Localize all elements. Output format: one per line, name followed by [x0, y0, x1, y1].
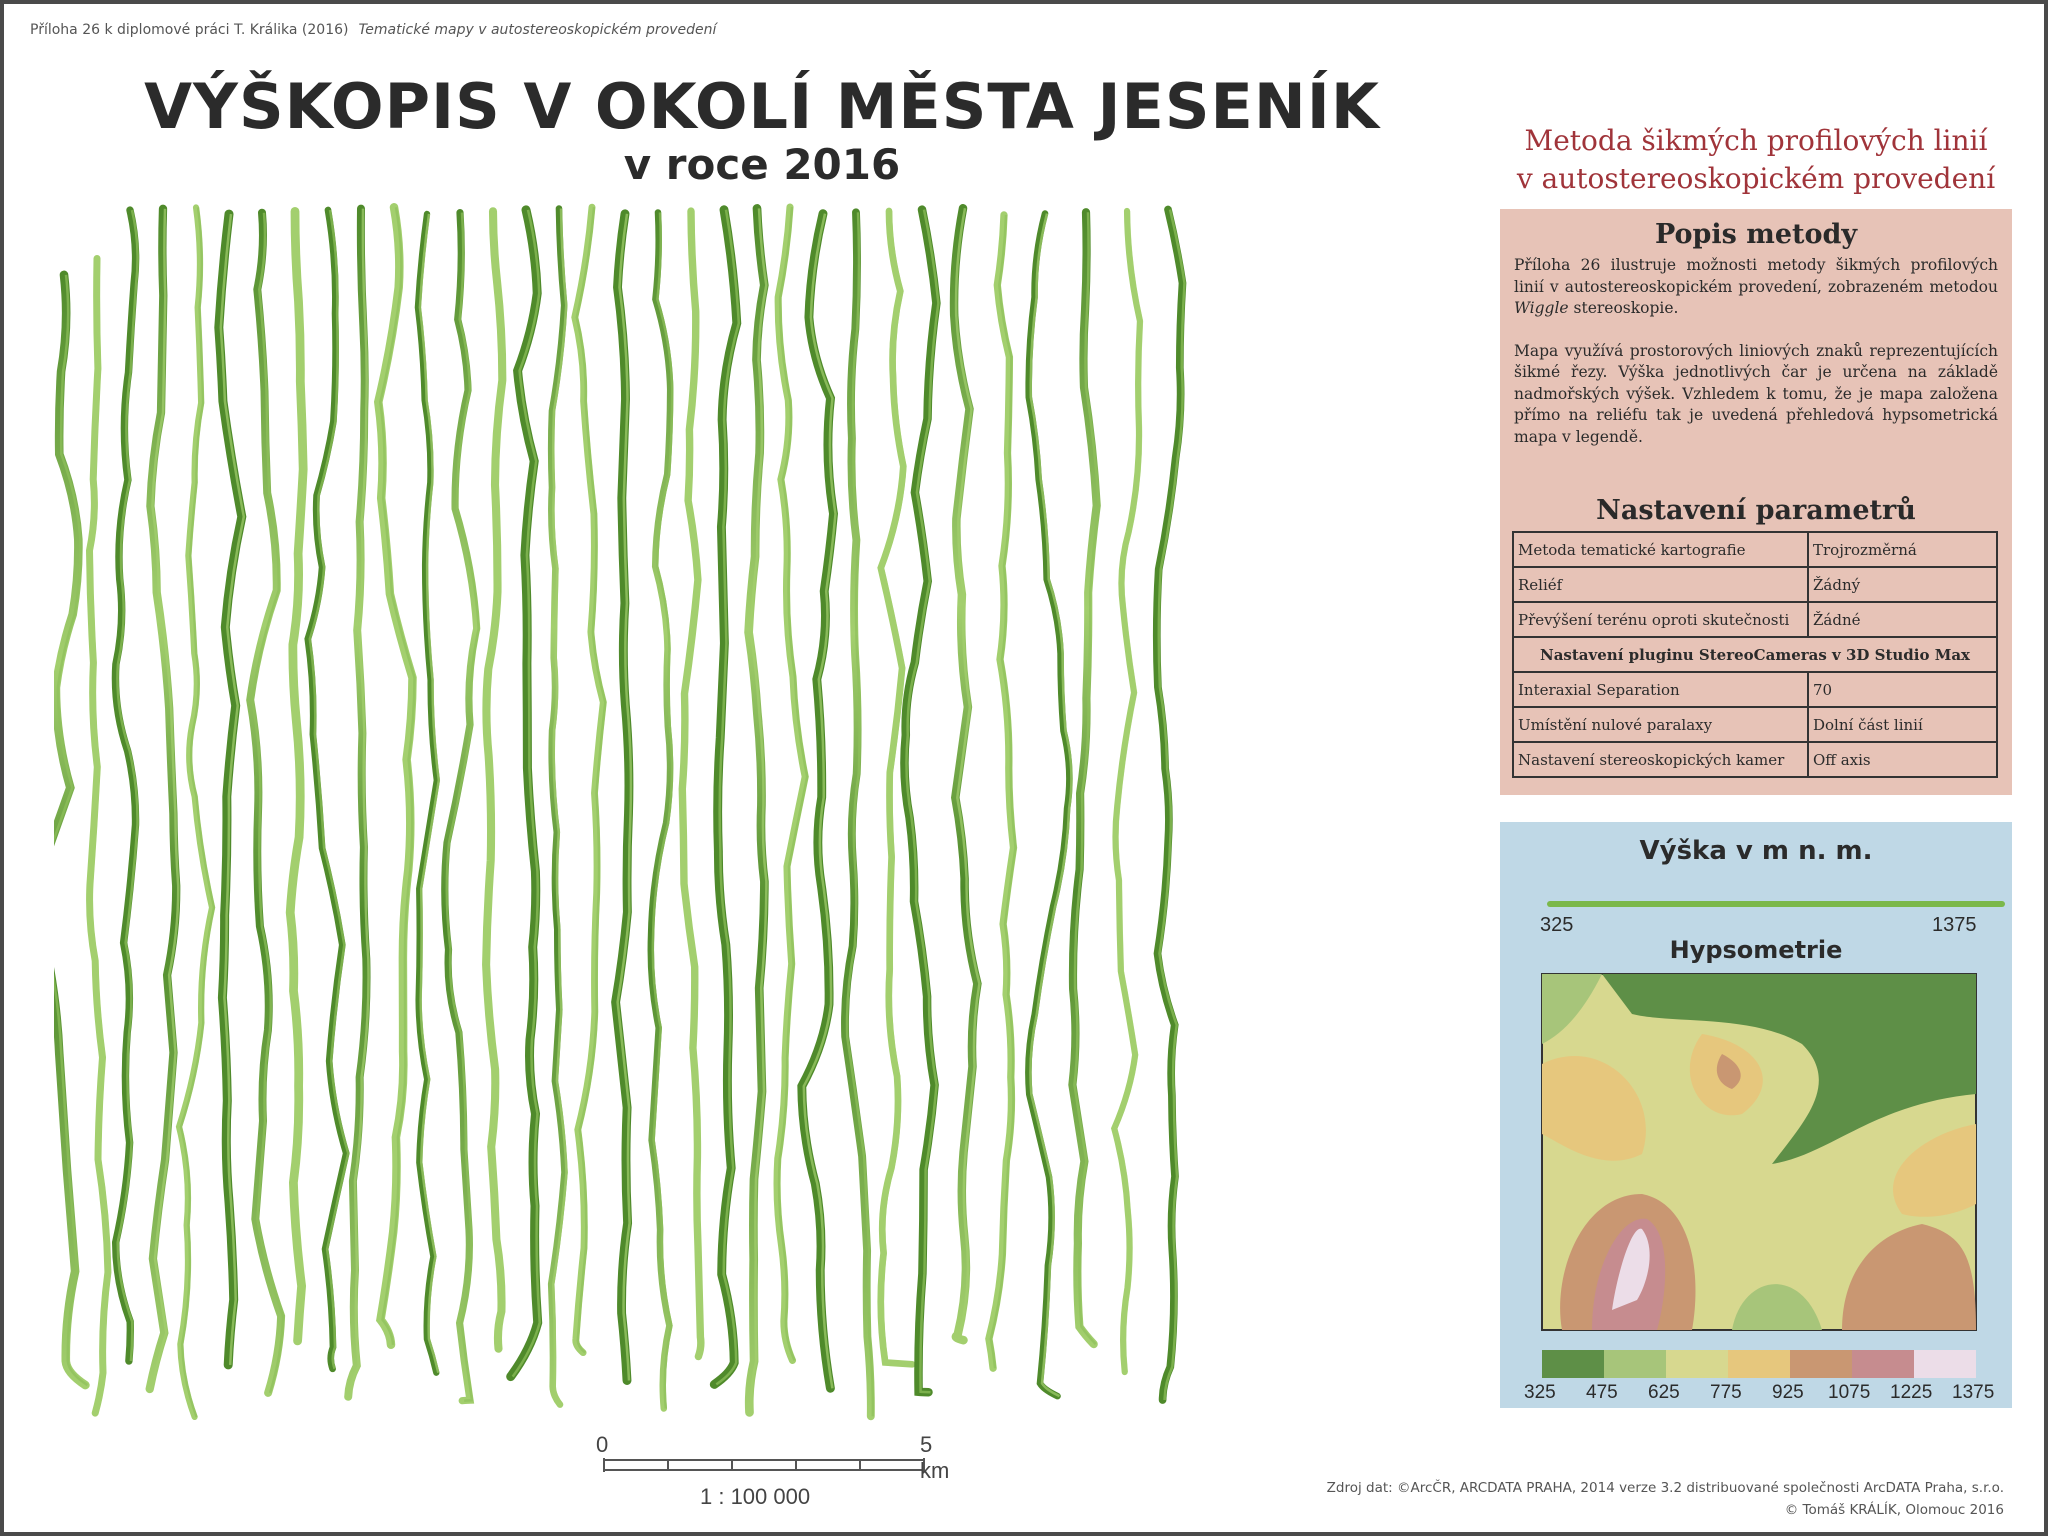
- profile-line: [115, 210, 135, 1361]
- param-label: Metoda tematické kartografie: [1513, 532, 1808, 567]
- table-row: [1513, 602, 1997, 637]
- param-label: Interaxial Separation: [1513, 672, 1808, 707]
- parameters-table: [1512, 531, 1998, 778]
- profile-line: [378, 207, 412, 1344]
- class-label: 775: [1710, 1382, 1742, 1403]
- param-value: Žádný: [1808, 567, 1997, 602]
- hypsometry-class-swatch: [1542, 1350, 1604, 1378]
- appendix-topic: Tematické mapy v autostereoskopickém provedení: [358, 22, 717, 38]
- class-label: 325: [1524, 1382, 1556, 1403]
- data-source: Zdroj dat: ©ArcČR, ARCDATA PRAHA, 2014 verze 3.2 distribuované společnosti ArcDATA Praha, s.r.o.: [1326, 1480, 2004, 1496]
- popis-paragraph-2: Mapa využívá prostorových liniových znaků reprezentujících šikmé řezy. Výška jednotlivých čar je určena na základě nadmořských výšek. Vzhledem k tomu, že je mapa založena přímo na reliéfu tak je uvedená přehledová hypsometrická mapa v legendě.: [1514, 341, 1998, 446]
- legend-graphics: [1500, 822, 2012, 1408]
- method-title-line1: Metoda šikmých profilových linií: [1524, 124, 1988, 157]
- table-row: [1513, 742, 1997, 777]
- param-value: Trojrozměrná: [1808, 532, 1997, 567]
- table-row: [1513, 532, 1997, 567]
- popis-para1-a: Příloha 26 ilustruje možnosti metody šikmých profilových linií v autostereoskopickém provedení, zobrazeném metodou: [1514, 256, 1998, 296]
- hypsometry-class-swatch: [1604, 1350, 1666, 1378]
- map-sheet: [4, 4, 2044, 1532]
- author-credit: © Tomáš KRÁLÍK, Olomouc 2016: [1784, 1502, 2004, 1518]
- legend-line-min: 325: [1540, 914, 1574, 936]
- legend-line-max: 1375: [1932, 914, 1977, 936]
- parameters-heading: Nastavení parametrů: [1596, 495, 1916, 526]
- table-row: [1513, 637, 1997, 672]
- profile-line-highlight: [1074, 212, 1098, 1344]
- profile-line: [54, 275, 85, 1385]
- popis-heading: Popis metody: [1654, 219, 1858, 250]
- popis-paragraph-1: [1514, 255, 1998, 320]
- profile-line: [308, 210, 346, 1369]
- profile-line: [989, 215, 1014, 1368]
- class-label: 475: [1586, 1382, 1618, 1403]
- param-label: Reliéf: [1513, 567, 1808, 602]
- scale-zero: 0: [596, 1432, 609, 1457]
- table-row: [1513, 707, 1997, 742]
- hypsometry-class-swatch: [1914, 1350, 1976, 1378]
- map-subtitle: v roce 2016: [623, 140, 901, 189]
- profile-line: [575, 207, 604, 1352]
- profile-line: [511, 210, 538, 1377]
- profile-line: [445, 213, 477, 1401]
- legend-panel: [1500, 822, 2012, 1408]
- profile-line: [1028, 214, 1069, 1397]
- class-label: 1225: [1890, 1382, 1933, 1403]
- profile-line: [845, 212, 871, 1416]
- table-row: [1513, 672, 1997, 707]
- param-value: Off axis: [1808, 742, 1997, 777]
- class-label: 925: [1772, 1382, 1804, 1403]
- method-title-line2: v autostereoskopickém provedení: [1516, 162, 1996, 195]
- hypsometry-heading: Hypsometrie: [1669, 936, 1843, 964]
- table-row: [1513, 567, 1997, 602]
- param-value: Dolní část linií: [1808, 707, 1997, 742]
- profile-line: [651, 212, 670, 1408]
- scale-bar-graphic: [594, 1434, 934, 1474]
- profile-line-highlight: [380, 207, 414, 1344]
- method-description-panel: [1500, 209, 2012, 795]
- popis-text: [1514, 255, 1998, 469]
- profile-line: [777, 207, 805, 1360]
- param-label: Nastavení stereoskopických kamer: [1513, 742, 1808, 777]
- hypsometry-class-swatch: [1852, 1350, 1914, 1378]
- popis-para1-b: stereoskopie.: [1568, 299, 1679, 317]
- class-label: 625: [1648, 1382, 1680, 1403]
- class-label: 1075: [1828, 1382, 1871, 1403]
- param-label: Převýšení terénu oproti skutečnosti: [1513, 602, 1808, 637]
- hypsometry-class-swatch: [1790, 1350, 1852, 1378]
- map-title: VÝŠKOPIS V OKOLÍ MĚSTA JESENÍK: [144, 70, 1380, 143]
- legend-heading: Výška v m n. m.: [1639, 836, 1873, 866]
- param-label: Umístění nulové paralaxy: [1513, 707, 1808, 742]
- scale-ratio: 1 : 100 000: [700, 1484, 811, 1509]
- hypsometry-class-swatch: [1666, 1350, 1728, 1378]
- profile-line: [1114, 211, 1140, 1372]
- appendix-note: Příloha 26 k diplomové práci T. Králika (2016): [30, 22, 349, 38]
- scale-bar: [594, 1432, 950, 1509]
- param-value: Žádné: [1808, 602, 1997, 637]
- class-label: 1375: [1952, 1382, 1995, 1403]
- method-title: [1500, 122, 2012, 198]
- profile-lines-map: [54, 199, 1474, 1434]
- param-value: 70: [1808, 672, 1997, 707]
- scale-end: 5 km: [920, 1432, 950, 1483]
- profile-line: [179, 207, 212, 1417]
- plugin-heading: Nastavení pluginu StereoCameras v 3D Studio Max: [1513, 637, 1997, 672]
- hypsometry-class-swatch: [1728, 1350, 1790, 1378]
- appendix-header: [30, 22, 716, 38]
- popis-para1-em: Wiggle: [1514, 299, 1569, 317]
- profile-line: [90, 258, 108, 1413]
- profile-line: [954, 208, 977, 1340]
